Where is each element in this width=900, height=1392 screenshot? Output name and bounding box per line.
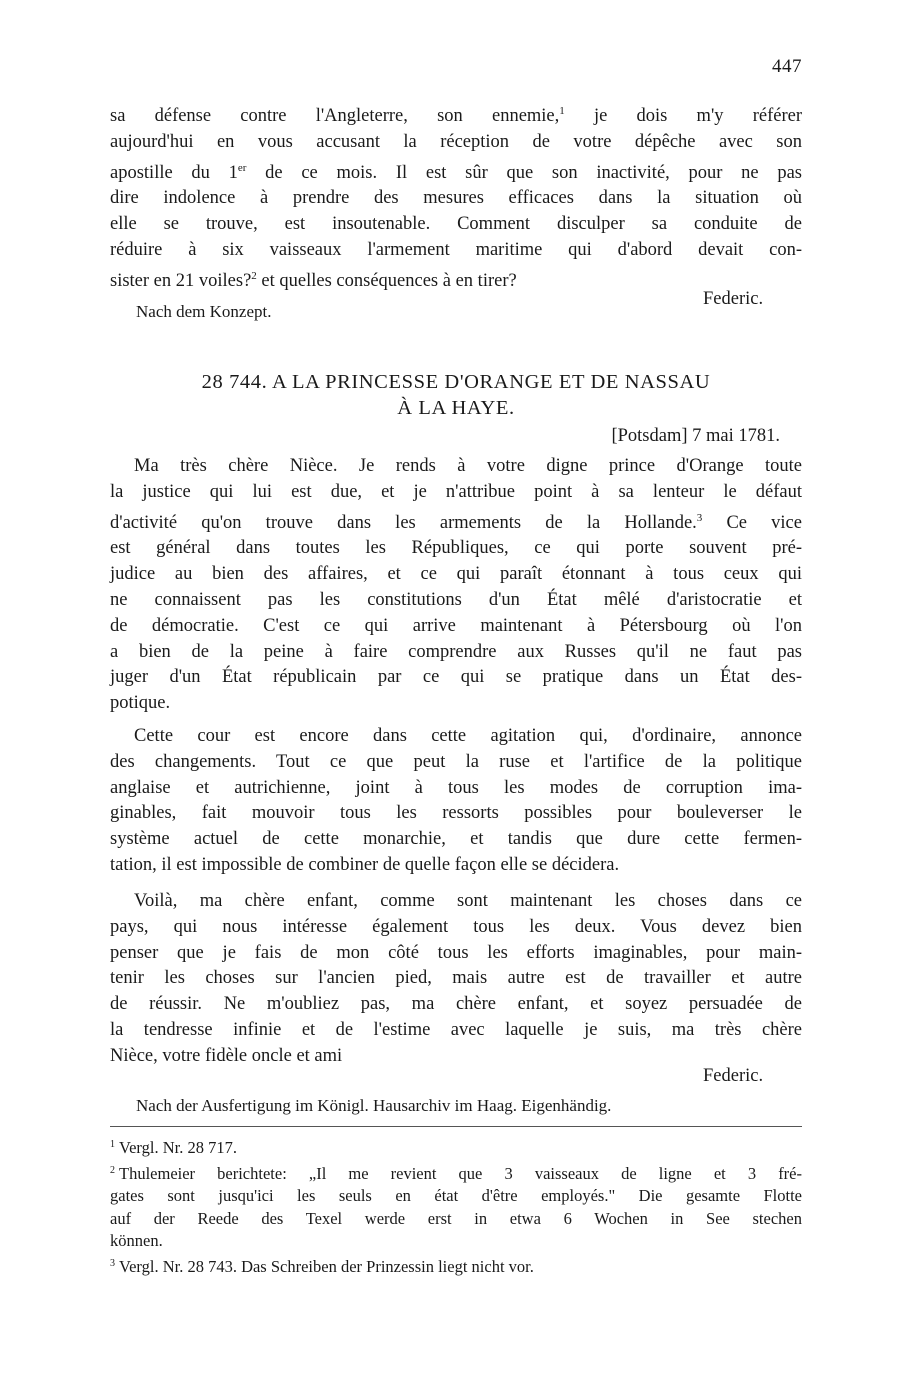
heading-line-2: À LA HAYE.	[397, 397, 515, 419]
text-line: ne connaissent pas les constitutions d'un État mêlé d'aristocratie et	[110, 589, 802, 610]
footnote-2: $^2$ Thulemeier berichtete: „Il me revient que 3 vaisseaux de ligne et 3 fré-	[110, 1163, 802, 1183]
letter-date: [Potsdam] 7 mai 1781.	[611, 426, 780, 446]
text-line: juger d'un État républicain par ce qui se pratique dans un État des-	[110, 667, 802, 688]
text-line: Nièce, votre fidèle oncle et ami	[110, 1045, 343, 1066]
text-line: de réussir. Ne m'oubliez pas, ma chère enfant, et soyez persuadée de	[110, 994, 802, 1015]
letter-signature: Federic.	[703, 1066, 764, 1086]
heading-line-1: 28 744. A LA PRINCESSE D'ORANGE ET DE NASSAU	[201, 371, 711, 393]
text-line: aujourd'hui en vous accusant la réception de votre dépêche avec son	[110, 131, 802, 152]
text-line: a bien de la peine à faire comprendre aux Russes qu'il ne faut pas	[110, 641, 802, 662]
letter-paragraph-1	[110, 454, 802, 717]
text-line: ginables, fait mouvoir tous les ressorts possibles pour bouleverser le	[110, 803, 802, 824]
letter-heading	[110, 369, 802, 421]
text-line: Cette cour est encore dans cette agitation qui, d'ordinaire, annonce	[134, 726, 802, 746]
text-line: réduire à six vaisseaux l'armement maritime qui d'abord devait con-	[110, 239, 802, 260]
footnote-2-line: gates sont jusqu'ici les seuls en état d'être employés." Die gesamte Flotte	[110, 1186, 802, 1206]
footnote-divider	[110, 1126, 802, 1127]
text-line: sa défense contre l'Angleterre, son ennemie,$^1$ je dois m'y référer	[110, 105, 802, 126]
text-line: Voilà, ma chère enfant, comme sont maintenant les choses dans ce	[134, 891, 802, 911]
intro-signature: Federic.	[703, 289, 764, 309]
footnote-mark: 1	[559, 105, 565, 117]
text-line: dire indolence à prendre des mesures efficaces dans la situation où	[110, 188, 802, 209]
intro-source-note: Nach dem Konzept.	[136, 302, 272, 321]
text-line: apostille du 1er de ce mois. Il est sûr que son inactivité, pour ne pas	[110, 161, 802, 183]
footnote-mark: 3	[696, 511, 703, 524]
text-line: tenir les choses sur l'ancien pied, mais autre est de travailler et autre	[110, 968, 802, 989]
text-line: judice au bien des affaires, et ce qui paraît étonnant à tous ceux qui	[110, 564, 802, 585]
text-line: des changements. Tout ce que peut la ruse et l'artifice de la politique	[110, 751, 802, 772]
text-line: potique.	[110, 693, 171, 714]
text-line: anglaise et autrichienne, joint à tous les modes de corruption ima-	[110, 777, 802, 798]
footnote-2-line: auf der Reede des Texel werde erst in etwa 6 Wochen in See stechen	[110, 1208, 802, 1228]
footnote-3: $^3$ Vergl. Nr. 28 743. Das Schreiben der Prinzessin liegt nicht vor.	[110, 1256, 534, 1276]
letter-paragraph-2	[110, 724, 802, 879]
text-line: la justice qui lui est due, et je n'attribue point à sa lenteur le défaut	[110, 481, 802, 502]
text-line: elle se trouve, est insoutenable. Comment disculper sa conduite de	[110, 214, 802, 235]
footnote-2-line: können.	[110, 1231, 163, 1251]
text-line: de démocratie. C'est ce qui arrive maintenant à Pétersbourg où l'on	[110, 615, 802, 636]
letter-paragraph-3	[110, 889, 802, 1070]
text-line: la tendresse infinie et de l'estime avec laquelle je suis, ma très chère	[110, 1019, 802, 1040]
footnote-1: $^1$ Vergl. Nr. 28 717.	[110, 1138, 237, 1157]
text-line: penser que je fais de mon côté tous les efforts imaginables, pour main-	[110, 942, 802, 963]
text-line: d'activité qu'on trouve dans les armements de la Hollande.$^3$ Ce vice	[110, 511, 802, 533]
text-line: pays, qui nous intéresse également tous les deux. Vous devez bien	[110, 916, 802, 937]
text-line: tation, il est impossible de combiner de quelle façon elle se décidera.	[110, 854, 620, 875]
footnote-mark: 2	[251, 269, 257, 282]
page-number: 447	[772, 56, 802, 77]
footnotes	[110, 1134, 802, 1279]
text-line: sister en 21 voiles?$^2$ et quelles conséquences à en tirer?	[110, 269, 517, 291]
text-line: Ma très chère Nièce. Je rends à votre digne prince d'Orange toute	[134, 456, 802, 476]
text-line: est général dans toutes les Républiques, ce qui porte souvent pré-	[110, 538, 802, 559]
text-line: système actuel de cette monarchie, et tandis que dure cette fermen-	[110, 829, 802, 850]
intro-paragraph	[110, 99, 802, 295]
letter-source-note: Nach der Ausfertigung im Königl. Hausarchiv im Haag. Eigenhändig.	[136, 1096, 612, 1115]
